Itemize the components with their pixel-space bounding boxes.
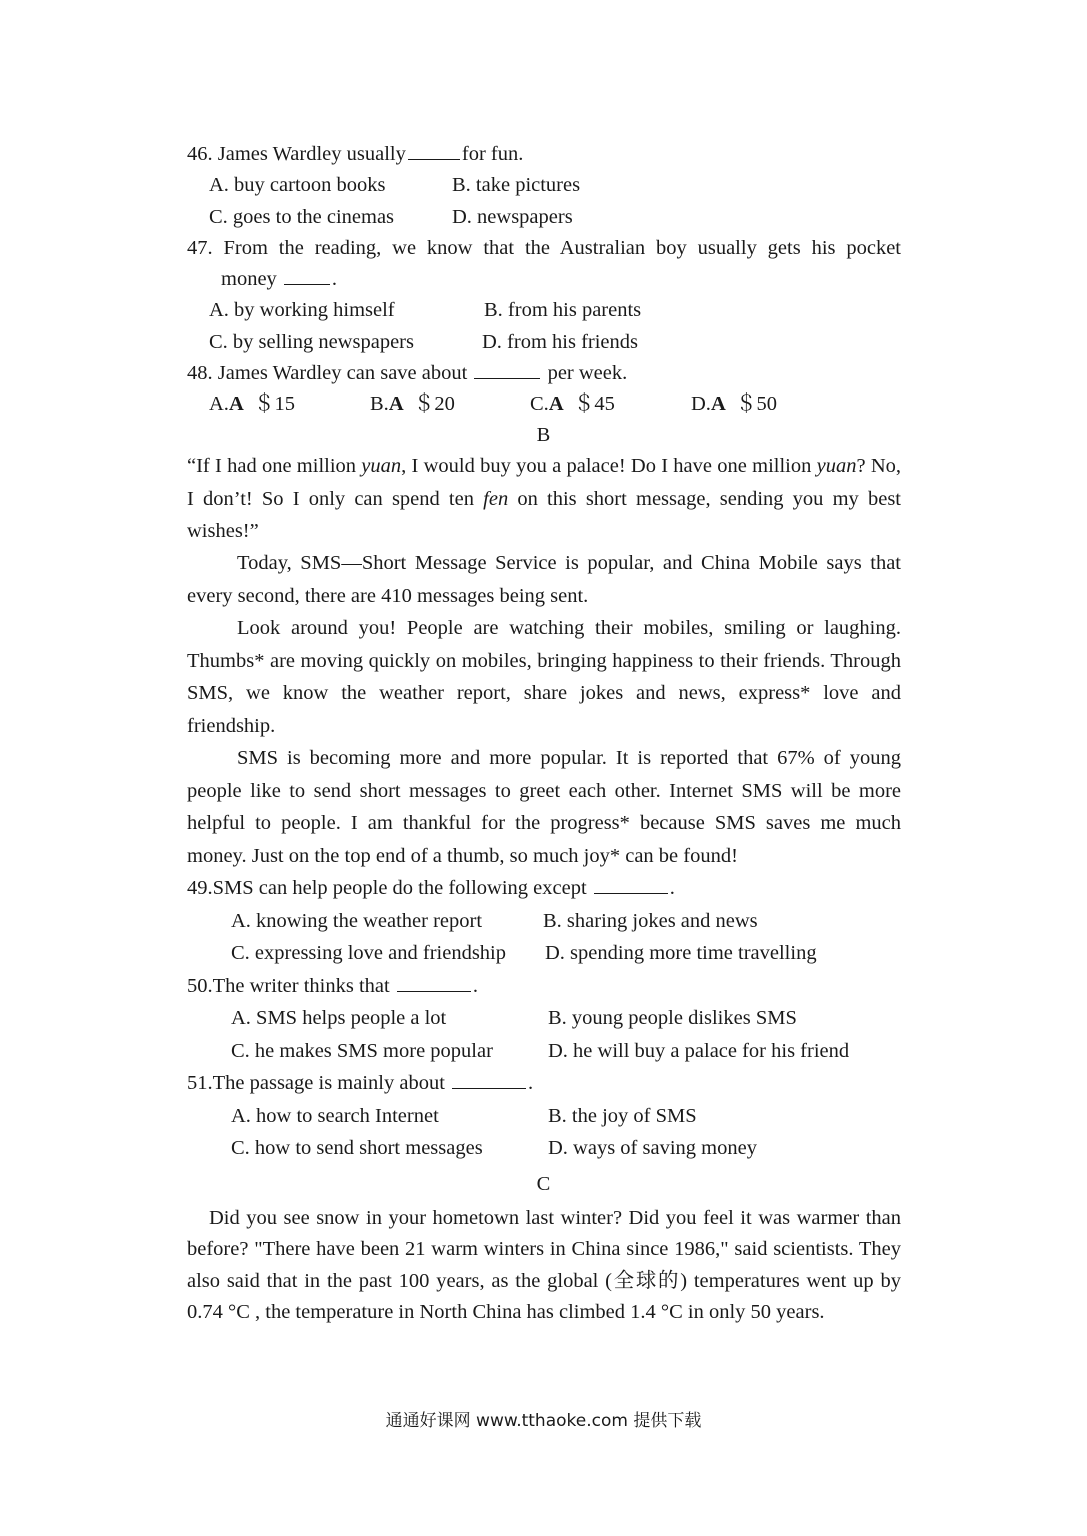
question-50-option-a: A. SMS helps people a lot xyxy=(231,1007,447,1029)
option-letter: B. xyxy=(370,393,389,415)
section-b-heading: B xyxy=(536,424,551,446)
question-51-stem: 51.The passage is mainly about . xyxy=(187,1072,534,1094)
question-47-option-a: A. by working himself xyxy=(209,299,395,321)
question-46-stem-start: 46. James Wardley usually xyxy=(187,143,406,165)
option-amount: ＄50 xyxy=(736,393,777,415)
question-50-option-b: B. young people dislikes SMS xyxy=(548,1007,797,1029)
question-49-stem-text: 49.SMS can help people do the following except xyxy=(187,877,587,899)
question-47-option-c: C. by selling newspapers xyxy=(209,331,414,353)
question-51-stem-text: 51.The passage is mainly about xyxy=(187,1072,445,1094)
question-49-option-d: D. spending more time travelling xyxy=(545,942,817,964)
answer-blank xyxy=(474,360,540,379)
question-50-option-d: D. he will buy a palace for his friend xyxy=(548,1040,850,1062)
section-c-paragraph-1: Did you see snow in your hometown last winter? Did you feel it was warmer than before? "There have been 21 warm winters in China since 1986," said scientists. They also said that in the past 100 years, as the global (全球的) temperatures went up by 0.74 °C , the temperature in North China has climbed 1.4 °C in only 50 years. xyxy=(187,1207,901,1324)
question-50-stem-text: 50.The writer thinks that xyxy=(187,975,390,997)
question-48-option-d xyxy=(691,391,777,417)
page-footer: 通通好课网 www.tthaoke.com 提供下载 xyxy=(385,1411,702,1431)
question-51-option-d: D. ways of saving money xyxy=(548,1137,757,1159)
answer-blank xyxy=(452,1070,526,1089)
option-bold-mark: A xyxy=(388,393,404,415)
question-48-stem-end: per week. xyxy=(547,362,628,384)
question-47-stem-money: money xyxy=(221,268,277,290)
section-b-paragraph-1: Today, SMS—Short Message Service is popular, and China Mobile says that every second, there are 410 messages being sent. xyxy=(187,552,901,607)
option-bold-mark: A xyxy=(548,393,564,415)
option-letter: C. xyxy=(530,393,549,415)
question-48-option-c xyxy=(530,391,615,417)
quote-italic-word: yuan xyxy=(816,455,857,477)
option-amount: ＄15 xyxy=(254,393,295,415)
section-c-heading: C xyxy=(536,1173,551,1195)
question-46-stem-end: for fun. xyxy=(461,143,524,165)
option-bold-mark: A xyxy=(228,393,244,415)
question-49-stem: 49.SMS can help people do the following except . xyxy=(187,877,675,899)
section-b-quote-paragraph xyxy=(187,450,901,548)
quote-italic-word: fen xyxy=(483,487,509,510)
question-49-option-b: B. sharing jokes and news xyxy=(543,910,758,932)
quote-text: ? No, I don’t! So I only can spend ten xyxy=(187,455,902,510)
quote-text: on this short message, sending you my best wishes!” xyxy=(187,487,901,543)
question-48-stem-start: 48. James Wardley can save about xyxy=(187,362,468,384)
question-46-option-d: D. newspapers xyxy=(452,206,573,228)
question-47-stem-line1: 47. From the reading, we know that the Australian boy usually gets his pocket xyxy=(187,237,901,259)
answer-blank xyxy=(397,973,471,992)
question-51-option-b: B. the joy of SMS xyxy=(548,1105,697,1127)
question-46-option-c: C. goes to the cinemas xyxy=(209,206,395,228)
quote-text: “If I had one million xyxy=(187,455,362,477)
option-bold-mark: A xyxy=(710,393,726,415)
question-46-option-a: A. buy cartoon books xyxy=(209,174,386,196)
question-50-option-c: C. he makes SMS more popular xyxy=(231,1040,493,1062)
section-b-paragraph-3: SMS is becoming more and more popular. It is reported that 67% of young people like to send short messages to greet each other. Internet SMS will be more helpful to people. I am thankful for the progress* because SMS saves me much money. Just on the top end of a thumb, so much joy* can be found! xyxy=(187,747,901,867)
question-46-stem xyxy=(187,141,523,167)
question-49-option-a: A. knowing the weather report xyxy=(231,910,483,932)
question-47-option-d: D. from his friends xyxy=(482,331,639,353)
question-48-option-b xyxy=(370,391,455,417)
option-letter: D. xyxy=(691,393,711,415)
answer-blank xyxy=(594,875,668,894)
question-51-option-a: A. how to search Internet xyxy=(231,1105,439,1127)
answer-blank xyxy=(408,141,460,160)
option-amount: ＄20 xyxy=(413,393,455,415)
quote-italic-word: yuan xyxy=(361,455,402,477)
question-48-stem xyxy=(187,360,627,386)
question-47-option-b: B. from his parents xyxy=(484,299,642,321)
section-b-paragraph-2: Look around you! People are watching their mobiles, smiling or laughing. Thumbs* are moving quickly on mobiles, bringing happiness to their friends. Through SMS, we know the weather report, share jokes and news, express* love and friendship. xyxy=(187,617,901,737)
question-50-stem: 50.The writer thinks that . xyxy=(187,975,478,997)
option-letter: A. xyxy=(209,393,229,415)
quote-text: , I would buy you a palace! Do I have one million xyxy=(401,455,817,477)
question-48-option-a xyxy=(209,391,295,417)
question-49-option-c: C. expressing love and friendship xyxy=(231,942,506,964)
question-46-option-b: B. take pictures xyxy=(452,174,581,196)
option-amount: ＄45 xyxy=(573,393,615,415)
question-51-option-c: C. how to send short messages xyxy=(231,1137,483,1159)
answer-blank xyxy=(284,266,330,285)
question-47-stem-line2: money . xyxy=(221,268,338,290)
